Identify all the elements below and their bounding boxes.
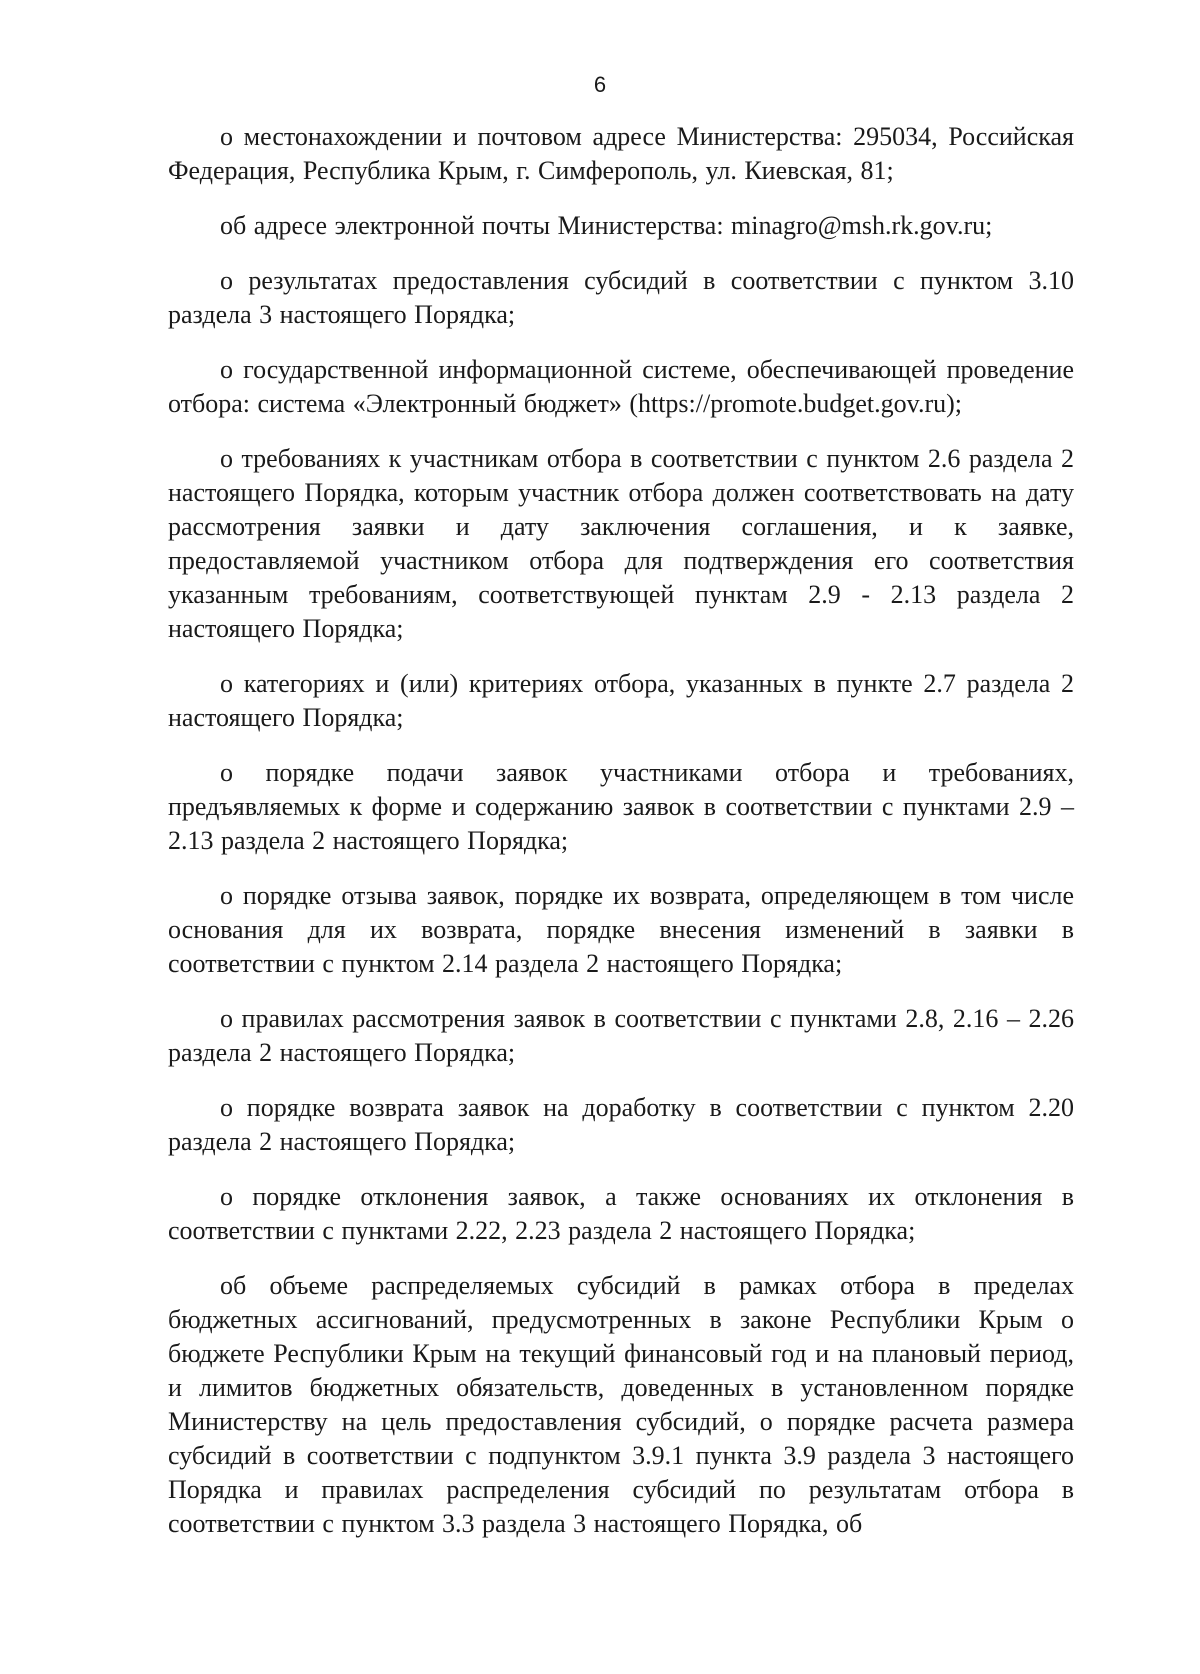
paragraph-return-for-revision: о порядке возврата заявок на доработку в соответствии с пунктом 2.20 раздела 2 настоящего Порядка; xyxy=(168,1093,1074,1156)
paragraph-ministry-address: о местонахождении и почтовом адресе Министерства: 295034, Российская Федерация, Республика Крым, г. Симферополь, ул. Киевская, 81; xyxy=(168,122,1074,185)
document-body xyxy=(168,120,1074,1541)
paragraph-ministry-email: об адресе электронной почты Министерства: minagro@msh.rk.gov.ru; xyxy=(220,211,993,240)
paragraph-application-submission: о порядке подачи заявок участниками отбора и требованиях, предъявляемых к форме и содержанию заявок в соответствии с пунктами 2.9 – 2.13 раздела 2 настоящего Порядка; xyxy=(168,758,1074,855)
paragraph-information-system: о государственной информационной системе, обеспечивающей проведение отбора: система «Электронный бюджет» (https://promote.budget.gov.ru); xyxy=(168,355,1074,418)
paragraph-subsidy-volume: об объеме распределяемых субсидий в рамках отбора в пределах бюджетных ассигнований, предусмотренных в законе Республики Крым о бюджете Республики Крым на текущий финансовый год и на плановый период, и лимитов бюджетных обязательств, доведенных в установленном порядке Министерству на цель предоставления субсидий, о порядке расчета размера субсидий в соответствии с подпунктом 3.9.1 пункта 3.9 раздела 3 настоящего Порядка и правилах распределения субсидий по результатам отбора в соответствии с пунктом 3.3 раздела 3 настоящего Порядка, об xyxy=(168,1271,1074,1538)
page-number: 6 xyxy=(593,72,607,97)
paragraph-subsidy-results: о результатах предоставления субсидий в соответствии с пунктом 3.10 раздела 3 настоящего Порядка; xyxy=(168,266,1074,329)
paragraph-application-withdrawal: о порядке отзыва заявок, порядке их возврата, определяющем в том числе основания для их возврата, порядке внесения изменений в заявки в соответствии с пунктом 2.14 раздела 2 настоящего Порядка; xyxy=(168,881,1074,978)
paragraph-review-rules: о правилах рассмотрения заявок в соответствии с пунктами 2.8, 2.16 – 2.26 раздела 2 настоящего Порядка; xyxy=(168,1004,1074,1067)
paragraph-selection-criteria: о категориях и (или) критериях отбора, указанных в пункте 2.7 раздела 2 настоящего Порядка; xyxy=(168,669,1074,732)
paragraph-participant-requirements: о требованиях к участникам отбора в соответствии с пунктом 2.6 раздела 2 настоящего Порядка, которым участник отбора должен соответствовать на дату рассмотрения заявки и дату заключения соглашения, и к заявке, предоставляемой участником отбора для подтверждения его соответствия указанным требованиям, соответствующей пунктам 2.9 - 2.13 раздела 2 настоящего Порядка; xyxy=(168,444,1074,643)
paragraph-rejection: о порядке отклонения заявок, а также основаниях их отклонения в соответствии с пунктами 2.22, 2.23 раздела 2 настоящего Порядка; xyxy=(168,1182,1074,1245)
